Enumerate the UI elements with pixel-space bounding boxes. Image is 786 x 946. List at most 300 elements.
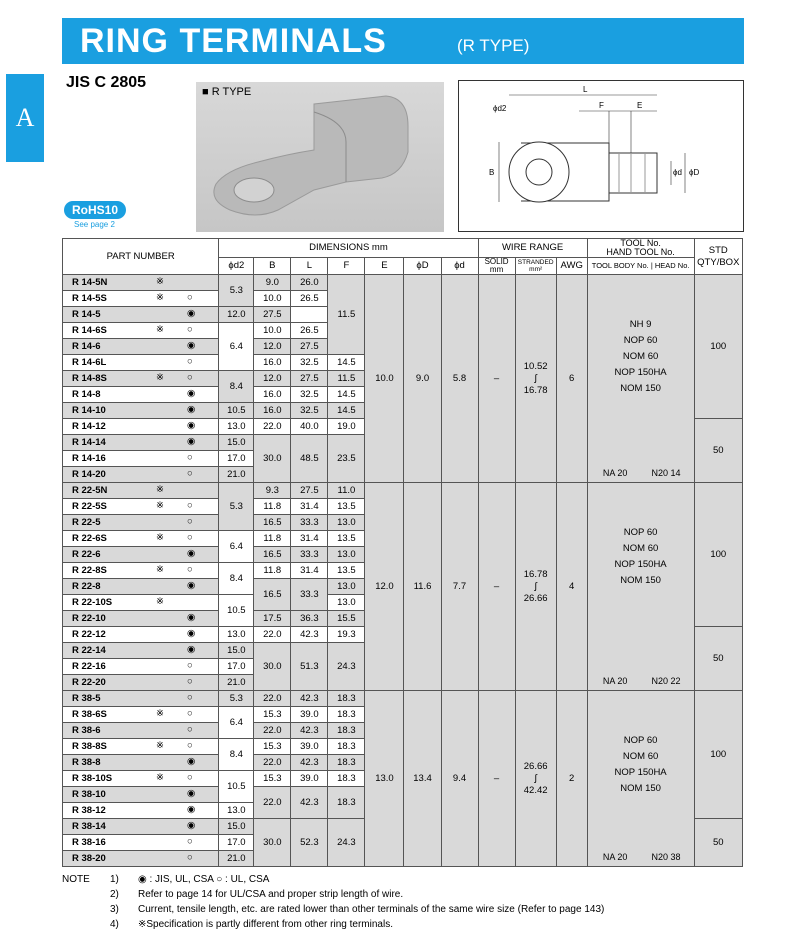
cert-mark: ◉ [187,436,196,447]
part-number-cell [63,579,219,595]
dim-B-cell: 11.8 [254,499,291,515]
stranded-cell [515,483,556,691]
photo-label: ■ R TYPE [202,86,252,98]
cert-mark: ○ [187,292,193,303]
awg-cell: 4 [556,483,587,691]
dim-L-cell: 26.5 [291,291,328,307]
cert-mark: ○ [187,468,193,479]
tool-name: NOP 150HA [614,559,667,570]
dim-L-cell: 52.3 [291,819,328,867]
qty-cell: 100 [694,275,742,419]
dim-D-cell: 9.0 [404,275,441,483]
spec-table [62,238,743,867]
dim-d2-cell: 8.4 [219,739,254,771]
dim-d2-cell: 6.4 [219,323,254,371]
cert-mark: ◉ [187,788,196,799]
header-d: ϕd [441,258,478,275]
dim-L-cell: 31.4 [291,563,328,579]
part-number: R 38-5 [72,692,101,704]
dim-d2-cell: 6.4 [219,531,254,563]
part-number: R 22-8S [72,564,107,576]
part-number: R 14-8 [72,388,101,400]
solid-cell: – [478,275,515,483]
cert-mark: ○ [187,708,193,719]
dim-B-cell: 16.5 [254,579,291,611]
dim-F-cell: 13.0 [328,547,365,563]
dim-d2-cell: 5.3 [219,275,254,307]
part-number: R 22-6 [72,548,101,560]
part-number: R 38-8 [72,756,101,768]
dim-L-cell: 51.3 [291,643,328,691]
cert-mark: ◉ [187,612,196,623]
cert-mark: ○ [187,516,193,527]
part-number: R 38-6S [72,708,107,720]
part-number-cell [63,419,219,435]
dim-B-cell: 11.8 [254,563,291,579]
note-num: 2) [110,889,119,900]
dim-d2-cell: 6.4 [219,707,254,739]
dim-F-cell: 14.5 [328,355,365,371]
dim-label-d2: ϕd2 [493,104,507,113]
cert-mark: ○ [187,676,193,687]
part-number: R 14-6 [72,340,101,352]
cert-mark: ○ [187,772,193,783]
cert-mark: ○ [187,452,193,463]
dim-L-cell: 42.3 [291,691,328,707]
part-number-cell [63,275,219,291]
dim-d-cell: 9.4 [441,691,478,867]
stranded-value: ∫ [534,772,537,784]
cert-mark: ◉ [187,404,196,415]
page-title: RING TERMINALS [80,22,387,60]
qty-cell: 50 [694,627,742,691]
dim-L-cell: 27.5 [291,339,328,355]
part-number-cell [63,787,219,803]
part-number-cell [63,819,219,835]
dim-B-cell: 9.0 [254,275,291,291]
part-number: R 22-12 [72,628,106,640]
dim-F-cell: 13.0 [328,595,365,611]
spec-mark: ※ [156,772,164,783]
part-number: R 38-16 [72,836,106,848]
cert-mark: ○ [187,724,193,735]
part-number-cell [63,467,219,483]
header-std: STD QTY/BOX [694,239,742,275]
qty-cell: 50 [694,419,742,483]
part-number-cell [63,691,219,707]
part-number: R 22-20 [72,676,106,688]
dim-d-cell: 7.7 [441,483,478,691]
dim-d2-cell: 15.0 [219,435,254,451]
part-number-cell [63,851,219,867]
part-number-cell [63,435,219,451]
header-tool-sub: TOOL BODY No. | HEAD No. [587,258,694,275]
dim-B-cell: 12.0 [254,371,291,387]
dim-d2-cell: 5.3 [219,691,254,707]
cert-mark: ○ [187,500,193,511]
part-number: R 38-10 [72,788,106,800]
dim-B-cell: 22.0 [254,627,291,643]
dim-F-cell: 18.3 [328,787,365,819]
dim-F-cell: 11.0 [328,483,365,499]
dim-d2-cell: 21.0 [219,467,254,483]
dim-d2-cell: 15.0 [219,643,254,659]
dim-d2-cell: 8.4 [219,371,254,403]
part-number: R 14-16 [72,452,106,464]
part-number-cell [63,707,219,723]
cert-mark: ○ [187,852,193,863]
dim-L-cell: 42.3 [291,627,328,643]
dim-L-cell: 39.0 [291,707,328,723]
dim-B-cell: 15.3 [254,771,291,787]
dim-d2-cell: 10.5 [219,403,254,419]
cert-mark: ◉ [187,756,196,767]
stranded-cell [515,275,556,483]
spec-mark: ※ [156,500,164,511]
dim-B-cell: 17.5 [254,611,291,627]
dim-F-cell: 24.3 [328,643,365,691]
tool-name: NOM 60 [622,351,659,362]
dim-F-cell: 14.5 [328,387,365,403]
qty-cell: 100 [694,691,742,819]
dim-L-cell: 26.5 [291,323,328,339]
dim-D-cell: 13.4 [404,691,441,867]
cert-mark: ◉ [187,820,196,831]
dim-label-B: B [489,168,495,177]
tool-name: NOM 150 [620,383,661,394]
title-banner [62,18,744,64]
dim-B-cell: 16.0 [254,387,291,403]
part-number-cell [63,739,219,755]
cert-mark: ◉ [187,420,196,431]
part-number: R 22-16 [72,660,106,672]
part-number: R 22-6S [72,532,107,544]
tool-cell [587,691,694,867]
cert-mark: ○ [187,660,193,671]
dim-d2-cell: 13.0 [219,803,254,819]
dim-B-cell: 16.5 [254,547,291,563]
dim-L-cell: 32.5 [291,403,328,419]
cert-mark: ◉ [187,644,196,655]
spec-mark: ※ [156,740,164,751]
dim-F-cell: 13.5 [328,499,365,515]
part-number-cell [63,323,219,339]
dim-label-L: L [583,85,588,94]
dim-label-E: E [637,101,643,110]
dim-L-cell: 31.4 [291,499,328,515]
dim-F-cell: 14.5 [328,403,365,419]
part-number-cell [63,835,219,851]
part-number-cell [63,659,219,675]
dim-B-cell: 10.0 [254,291,291,307]
dim-label-d: ϕd [673,168,682,177]
spec-mark: ※ [156,292,164,303]
stranded-cell [515,691,556,867]
dim-F-cell: 19.3 [328,627,365,643]
qty-cell: 50 [694,819,742,867]
rohs-badge: RoHS10 [64,201,126,219]
dim-label-D: ϕD [689,168,700,177]
dim-d2-cell: 13.0 [219,627,254,643]
section-tab: A [6,74,44,162]
header-solid: SOLID mm [478,258,515,275]
dim-E-cell: 12.0 [365,483,404,691]
tool-name: NOP 150HA [614,367,667,378]
stranded-value: 16.78 [523,568,548,580]
dim-d2-cell: 17.0 [219,451,254,467]
dim-B-cell: 12.0 [254,339,291,355]
dim-d2-cell: 8.4 [219,563,254,595]
header-stranded: STRANDED mm² [515,258,556,275]
part-number-cell [63,371,219,387]
standard-label: JIS C 2805 [66,74,147,91]
dim-L-cell: 32.5 [291,355,328,371]
table-row [63,275,743,291]
header-B: B [254,258,291,275]
stranded-value: 26.66 [523,592,548,604]
dim-L-cell: 39.0 [291,771,328,787]
part-number: R 14-14 [72,436,106,448]
tool-name: NOM 60 [622,751,659,762]
dim-F-cell: 18.3 [328,771,365,787]
head-no: N20 14 [651,468,681,478]
tool-cell [587,275,694,483]
dim-L-cell: 31.4 [291,531,328,547]
part-number-cell [63,307,219,323]
header-d2: ϕd2 [219,258,254,275]
dim-L-cell: 42.3 [291,787,328,819]
tool-name: NOM 150 [620,783,661,794]
part-number: R 14-10 [72,404,106,416]
part-number-cell [63,355,219,371]
table-row [63,483,743,499]
part-number: R 14-5 [72,308,101,320]
header-part-number: PART NUMBER [63,239,219,275]
terminal-drawing [459,81,743,231]
spec-mark: ※ [156,708,164,719]
cert-mark: ◉ [187,388,196,399]
part-number: R 38-14 [72,820,106,832]
dim-B-cell: 10.0 [254,323,291,339]
tool-cell [587,483,694,691]
tool-name: NH 9 [629,319,652,330]
part-number: R 14-5S [72,292,107,304]
awg-cell: 2 [556,691,587,867]
dim-F-cell: 13.0 [328,579,365,595]
dim-L-cell: 27.5 [291,371,328,387]
dim-F-cell: 13.5 [328,531,365,547]
cert-mark: ○ [187,532,193,543]
stranded-value: ∫ [534,580,537,592]
dim-F-cell: 15.5 [328,611,365,627]
cert-mark: ◉ [187,340,196,351]
header-awg: AWG [556,258,587,275]
dim-d2-cell: 10.5 [219,595,254,627]
stranded-value: 16.78 [523,384,548,396]
dim-F-cell: 11.5 [328,371,365,387]
awg-cell: 6 [556,275,587,483]
tool-name: NOP 60 [623,335,658,346]
dim-F-cell: 18.3 [328,739,365,755]
dim-F-cell: 18.3 [328,691,365,707]
dim-B-cell: 9.3 [254,483,291,499]
dim-B-cell: 22.0 [254,723,291,739]
dim-E-cell: 13.0 [365,691,404,867]
part-number-cell [63,595,219,611]
stranded-value: 10.52 [523,360,548,372]
tool-name: NOP 150HA [614,767,667,778]
part-number-cell [63,611,219,627]
dim-d-cell: 5.8 [441,275,478,483]
dim-d2-cell: 17.0 [219,835,254,851]
part-number: R 22-5 [72,516,101,528]
dim-label-F: F [599,101,604,110]
note-text: ◉ : JIS, UL, CSA ○ : UL, CSA [138,874,270,885]
tool-body-no: NA 20 [602,676,628,686]
note-text: ※Specification is partly different from other ring terminals. [138,919,393,930]
dim-B-cell: 22.0 [254,419,291,435]
note-text: Current, tensile length, etc. are rated lower than other terminals of the same wire size (Refer to page 143) [138,904,605,915]
part-number-cell [63,643,219,659]
spec-mark: ※ [156,484,164,495]
stranded-value: ∫ [534,372,537,384]
head-no: N20 22 [651,676,681,686]
header-F: F [328,258,365,275]
cert-mark: ○ [187,836,193,847]
part-number: R 14-6S [72,324,107,336]
part-number: R 38-12 [72,804,106,816]
dim-B-cell: 16.5 [254,515,291,531]
part-number-cell [63,531,219,547]
part-number-cell [63,387,219,403]
cert-mark: ○ [187,564,193,575]
part-number-cell [63,547,219,563]
head-no: N20 38 [651,852,681,862]
part-number-cell [63,499,219,515]
part-number-cell [63,675,219,691]
cert-mark: ◉ [187,628,196,639]
part-number-cell [63,563,219,579]
part-number: R 14-6L [72,356,107,368]
dim-B-cell: 11.8 [254,531,291,547]
cert-mark: ◉ [187,580,196,591]
part-number: R 38-8S [72,740,107,752]
note-text: Refer to page 14 for UL/CSA and proper strip length of wire. [138,889,404,900]
spec-mark: ※ [156,372,164,383]
dim-F-cell: 13.5 [328,563,365,579]
page-subtitle: (R TYPE) [457,36,530,55]
qty-cell: 100 [694,483,742,627]
cert-mark: ○ [187,740,193,751]
dim-L-cell: 42.3 [291,723,328,739]
part-number-cell [63,723,219,739]
spec-mark: ※ [156,276,164,287]
dim-B-cell: 16.0 [254,355,291,371]
dim-d2-cell: 15.0 [219,819,254,835]
dim-F-cell: 11.5 [328,275,365,355]
dim-F-cell: 19.0 [328,419,365,435]
tool-name: NOM 60 [622,543,659,554]
part-number-cell [63,803,219,819]
part-number: R 38-20 [72,852,106,864]
dim-L-cell: 27.5 [291,483,328,499]
dim-L-cell: 40.0 [291,419,328,435]
header-dimensions: DIMENSIONS mm [219,239,478,258]
note-num: 3) [110,904,119,915]
dim-L-cell: 39.0 [291,739,328,755]
tool-body-no: NA 20 [602,468,628,478]
dim-F-cell: 23.5 [328,435,365,483]
tool-body-no: NA 20 [602,852,628,862]
dim-B-cell: 22.0 [254,691,291,707]
part-number-cell [63,291,219,307]
header-D: ϕD [404,258,441,275]
part-number: R 38-10S [72,772,113,784]
dim-F-cell: 18.3 [328,723,365,739]
dim-B-cell: 22.0 [254,787,291,819]
part-number: R 22-10S [72,596,113,608]
part-number: R 22-14 [72,644,106,656]
part-number: R 22-5N [72,484,108,496]
dim-L-cell: 33.3 [291,547,328,563]
dim-E-cell: 10.0 [365,275,404,483]
header-L: L [291,258,328,275]
solid-cell: – [478,691,515,867]
dim-L-cell: 27.5 [254,307,291,323]
dim-B-cell: 16.0 [254,403,291,419]
dim-B-cell: 30.0 [254,819,291,867]
dim-B-cell: 30.0 [254,435,291,483]
part-number: R 22-10 [72,612,106,624]
cert-mark: ◉ [187,804,196,815]
dim-D-cell: 11.6 [404,483,441,691]
part-number: R 14-20 [72,468,106,480]
dim-L-cell: 33.3 [291,579,328,611]
dim-L-cell: 42.3 [291,755,328,771]
part-number-cell [63,451,219,467]
stranded-value: 26.66 [523,760,548,772]
dim-B-cell: 15.3 [254,707,291,723]
dim-L-cell: 36.3 [291,611,328,627]
header-E: E [365,258,404,275]
ring-terminal-image [196,82,444,232]
dim-F-cell: 18.3 [328,755,365,771]
dim-d2-cell: 13.0 [219,419,254,435]
dim-d2-cell: 17.0 [219,659,254,675]
tool-name: NOP 60 [623,735,658,746]
part-number-cell [63,515,219,531]
note-num: 1) [110,874,119,885]
dim-L-cell: 26.0 [291,275,328,291]
note-num: 4) [110,919,119,930]
dim-F-cell: 18.3 [328,707,365,723]
table-row [63,691,743,707]
part-number: R 14-8S [72,372,107,384]
dim-F-cell: 24.3 [328,819,365,867]
dim-B-cell: 15.3 [254,739,291,755]
part-number-cell [63,771,219,787]
part-number-cell [63,403,219,419]
solid-cell: – [478,483,515,691]
dim-d2-cell: 10.5 [219,771,254,803]
notes-label: NOTE [62,874,90,885]
part-number-cell [63,339,219,355]
rohs-see-page: See page 2 [74,220,115,229]
dimension-drawing [458,80,744,232]
header-tool: TOOL No. HAND TOOL No. [587,239,694,258]
stranded-value: 42.42 [523,784,548,796]
dim-d2-cell: 5.3 [219,483,254,531]
